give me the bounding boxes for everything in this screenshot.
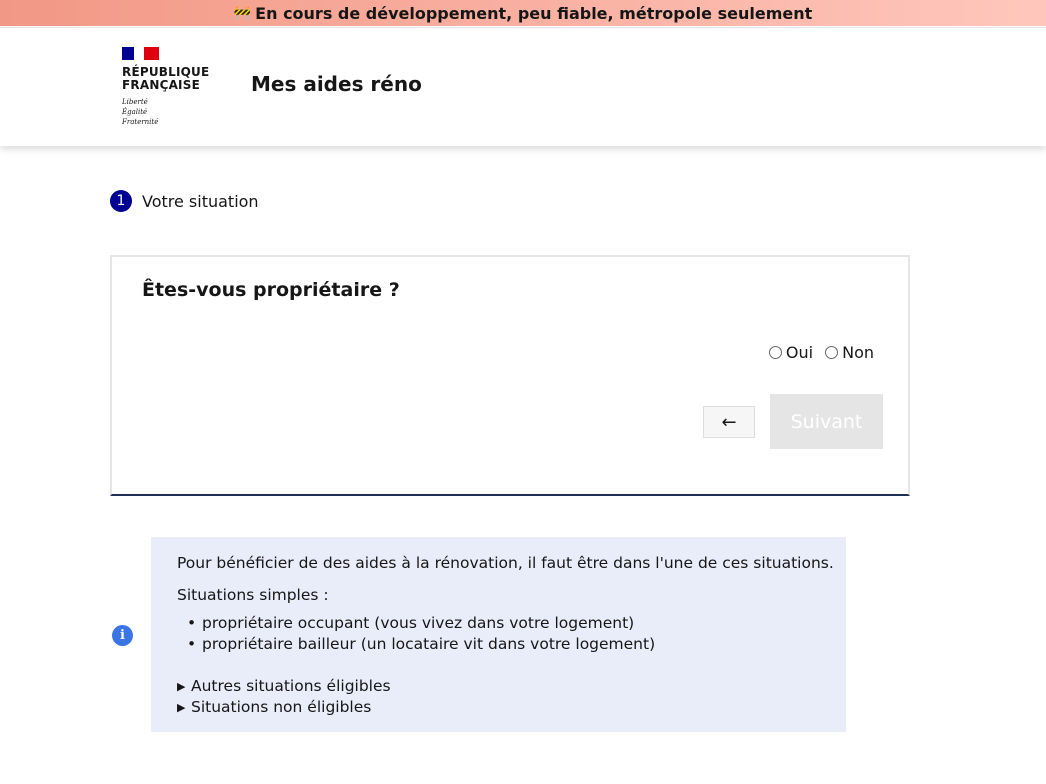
details-group: [177, 676, 846, 718]
info-icon: i: [112, 625, 133, 646]
radio-group: [757, 343, 874, 362]
logo-motto: Liberté Égalité Fraternité: [122, 98, 159, 126]
radio-label[interactable]: Non: [842, 343, 874, 362]
construction-icon: 🚧: [233, 5, 252, 21]
triangle-right-icon: ▶: [177, 701, 186, 714]
dev-banner: [0, 0, 1046, 26]
step-number: 1: [110, 190, 132, 212]
radio-button[interactable]: [769, 346, 782, 359]
question-title: Êtes-vous propriétaire ?: [142, 279, 400, 301]
question-card: [110, 255, 910, 496]
republique-francaise-logo[interactable]: [122, 47, 218, 127]
marianne-flag-icon: [122, 47, 159, 60]
info-panel: [151, 537, 846, 732]
site-title[interactable]: Mes aides réno: [251, 72, 422, 96]
triangle-right-icon: ▶: [177, 680, 186, 693]
logo-line-2: FRANÇAISE: [122, 78, 200, 92]
banner-text: En cours de développement, peu fiable, métropole seulement: [255, 3, 813, 23]
info-simple-title: Situations simples :: [177, 586, 329, 604]
list-item: • propriétaire bailleur (un locataire vit dans votre logement): [187, 635, 656, 653]
radio-oui[interactable]: [769, 343, 813, 362]
radio-non[interactable]: [825, 343, 874, 362]
site-header: [0, 27, 1046, 146]
info-intro: Pour bénéficier de des aides à la rénovation, il faut être dans l'une de ces situations.: [177, 554, 834, 572]
step-label: Votre situation: [142, 191, 259, 211]
situations-list: [177, 613, 846, 655]
radio-button[interactable]: [825, 346, 838, 359]
next-button[interactable]: Suivant: [770, 394, 883, 449]
list-item: • propriétaire occupant (vous vivez dans votre logement): [187, 614, 635, 632]
step-indicator: [110, 190, 259, 212]
back-button[interactable]: ←: [703, 406, 755, 438]
logo-line-1: RÉPUBLIQUE: [122, 65, 210, 79]
details-other-eligible[interactable]: ▶ Autres situations éligibles: [177, 677, 391, 695]
details-not-eligible[interactable]: ▶ Situations non éligibles: [177, 698, 372, 716]
radio-label[interactable]: Oui: [785, 343, 814, 362]
